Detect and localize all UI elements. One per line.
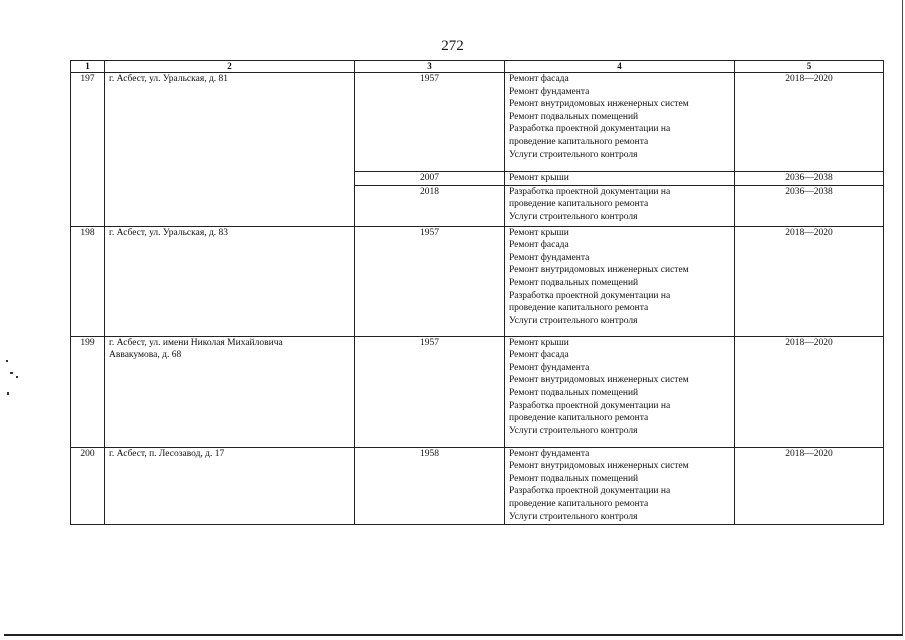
repair-period: 2036—2038 [735, 185, 884, 226]
row-number: 198 [71, 226, 105, 336]
repair-period: 2018—2020 [735, 73, 884, 172]
page-number: 272 [441, 38, 464, 54]
build-year: 1957 [355, 73, 505, 172]
works-list [505, 226, 735, 336]
repair-period: 2018—2020 [735, 226, 884, 336]
work-item: Ремонт фасада [509, 240, 569, 251]
works-list [505, 447, 735, 524]
work-item: Ремонт подвальных помещений [509, 277, 639, 288]
column-header: 5 [735, 61, 884, 73]
work-item: Ремонт внутридомовых инженерных систем [509, 99, 689, 110]
column-header: 4 [505, 61, 735, 73]
work-item: Ремонт фундамента [509, 252, 590, 263]
work-item: Услуги строительного контроля [509, 149, 638, 160]
work-item: Разработка проектной документации на [509, 486, 671, 497]
work-item: Разработка проектной документации на [509, 400, 671, 411]
repair-period: 2036—2038 [735, 172, 884, 186]
row-address: г. Асбест, п. Лесозавод, д. 17 [105, 447, 355, 524]
scan-speck [6, 360, 8, 362]
build-year: 2007 [355, 172, 505, 186]
work-item: Ремонт подвальных помещений [509, 473, 639, 484]
repair-period: 2018—2020 [735, 336, 884, 447]
work-item: проведение капитального ремонта [509, 498, 649, 509]
column-header: 2 [105, 61, 355, 73]
table-row [71, 73, 884, 172]
work-item: Разработка проектной документации на [509, 124, 671, 135]
build-year: 1958 [355, 447, 505, 524]
work-item: Ремонт крыши [509, 173, 569, 183]
work-item: Разработка проектной документации на [509, 290, 671, 301]
column-header: 1 [71, 61, 105, 73]
work-item: Разработка проектной документации на [509, 186, 671, 197]
work-item: Услуги строительного контроля [509, 425, 638, 436]
scan-speck [16, 376, 18, 378]
work-item: Ремонт фундамента [509, 362, 590, 373]
work-item: Ремонт внутридомовых инженерных систем [509, 461, 689, 472]
work-item: Ремонт подвальных помещений [509, 111, 639, 122]
work-item: Ремонт крыши [509, 337, 569, 348]
works-list [505, 73, 735, 172]
row-number: 199 [71, 336, 105, 447]
works-list [505, 185, 735, 226]
scan-speck [10, 372, 13, 374]
work-item: Ремонт подвальных помещений [509, 387, 639, 398]
work-item: Ремонт фундамента [509, 86, 590, 97]
row-number: 197 [71, 73, 105, 227]
table-row [71, 336, 884, 447]
scan-speck [7, 392, 9, 395]
work-item: Ремонт фасада [509, 74, 569, 84]
table-row [71, 447, 884, 524]
work-item: Ремонт крыши [509, 227, 569, 238]
work-item: Ремонт фундамента [509, 448, 590, 459]
row-address: г. Асбест, ул. имени Николая Михайловича Аввакумова, д. 68 [105, 336, 355, 447]
table-header-row [71, 61, 884, 73]
work-item: Услуги строительного контроля [509, 211, 638, 222]
build-year: 1957 [355, 336, 505, 447]
repair-period: 2018—2020 [735, 447, 884, 524]
row-number: 200 [71, 447, 105, 524]
work-item: Ремонт фасада [509, 350, 569, 361]
works-list [505, 336, 735, 447]
table-row [71, 226, 884, 336]
works-list [505, 172, 735, 186]
work-item: Услуги строительного контроля [509, 511, 638, 522]
work-item: проведение капитального ремонта [509, 303, 649, 314]
row-address: г. Асбест, ул. Уральская, д. 83 [105, 226, 355, 336]
work-item: проведение капитального ремонта [509, 136, 649, 147]
work-item: Услуги строительного контроля [509, 315, 638, 326]
row-address: г. Асбест, ул. Уральская, д. 81 [105, 73, 355, 227]
build-year: 1957 [355, 226, 505, 336]
column-header: 3 [355, 61, 505, 73]
work-item: проведение капитального ремонта [509, 199, 649, 210]
work-item: проведение капитального ремонта [509, 413, 649, 424]
build-year: 2018 [355, 185, 505, 226]
capital-repair-table [70, 60, 884, 525]
work-item: Ремонт внутридомовых инженерных систем [509, 265, 689, 276]
work-item: Ремонт внутридомовых инженерных систем [509, 375, 689, 386]
